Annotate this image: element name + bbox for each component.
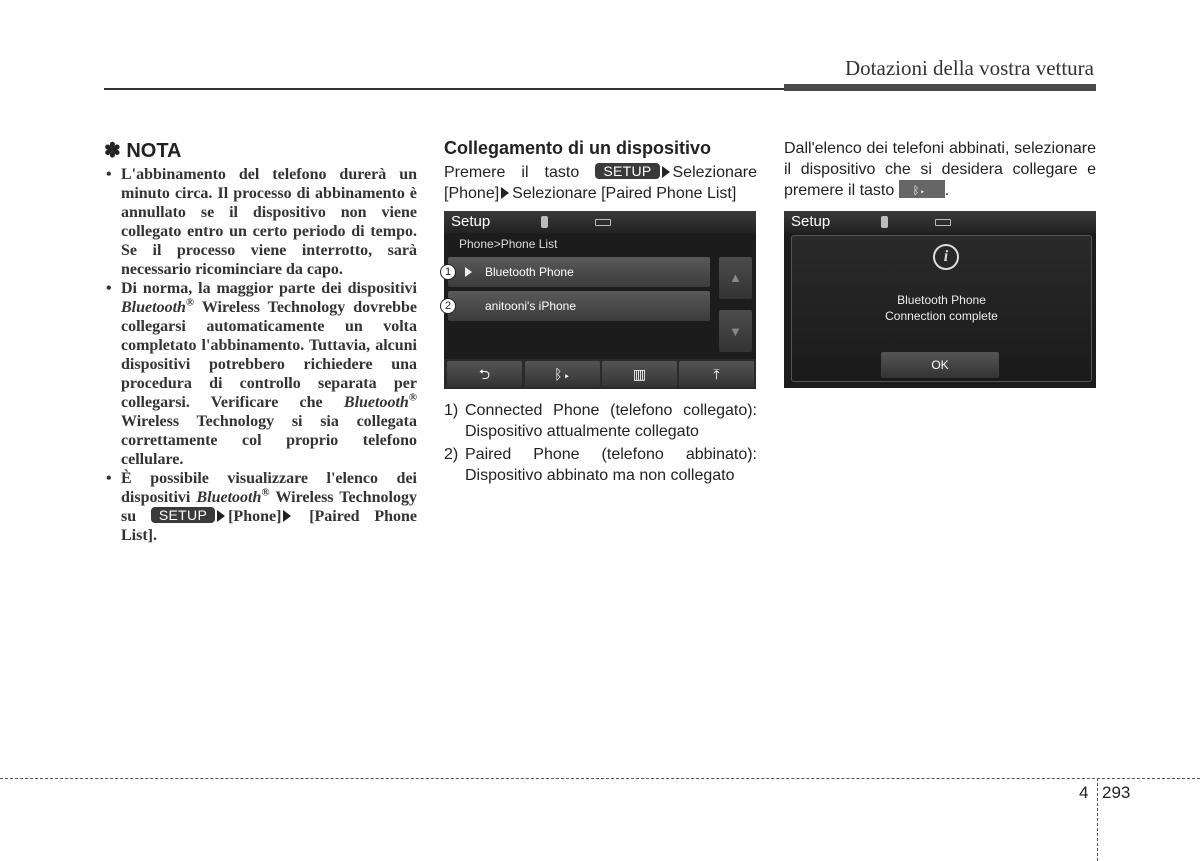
- chevron-down-icon: ▼: [729, 324, 742, 339]
- legend-text: Paired Phone (telefono abbinato): Dispositivo abbinato ma non collegato: [465, 446, 757, 484]
- play-arrow-icon: [465, 267, 472, 277]
- page-number: 293: [1102, 783, 1131, 802]
- info-icon: i: [933, 244, 959, 270]
- dialog-message-line: Bluetooth Phone: [897, 293, 986, 307]
- instruction-text: Premere il tasto: [444, 164, 580, 181]
- phone-list-screen: [444, 211, 756, 389]
- screen-title: Setup: [451, 213, 491, 230]
- bluetooth-connect-key: [899, 180, 945, 198]
- setup-key-label: SETUP: [595, 163, 659, 179]
- nota-item-text: Di norma, la maggior parte dei dispositivi: [121, 280, 417, 297]
- dialog-message-line: Connection complete: [885, 309, 998, 323]
- callout-1: 1: [440, 264, 456, 280]
- legend-number: 2): [444, 446, 459, 463]
- legend-text: Connected Phone (telefono collegato): Dispositivo attualmente collegato: [465, 402, 757, 440]
- footer-divider: [1097, 778, 1098, 861]
- move-top-button[interactable]: [679, 361, 754, 387]
- legend-item: [444, 400, 757, 442]
- bluetooth-icon: [881, 216, 888, 228]
- legend-number: 1): [444, 402, 459, 419]
- arrow-right-icon: [501, 187, 509, 199]
- bluetooth-play-button[interactable]: [525, 361, 600, 387]
- connection-column: [444, 138, 757, 204]
- screen-title-bar: [444, 211, 756, 233]
- nota-item-text: [Paired Phone List].: [121, 508, 418, 544]
- phone-name: Bluetooth Phone: [485, 265, 574, 279]
- bluetooth-icon: ᛒ▸: [912, 185, 926, 197]
- screen-title: Setup: [791, 213, 831, 230]
- registered-mark: ®: [408, 391, 418, 404]
- header-rule-accent: [784, 84, 1096, 91]
- nota-item-text: È possibile visualizzare l'elenco dei dispositivi: [121, 470, 417, 506]
- nota-item-text: Wireless Technology su: [121, 489, 418, 525]
- nota-item-text: Wireless Technology dovrebbe collegarsi automaticamente un volta completato l'abbinamento. Tuttavia, alcuni dispositivi potrebbero richiedere una procedura di controllo separata per collegarsi. Verificare che: [121, 299, 417, 411]
- phone-name: anitooni's iPhone: [485, 299, 577, 313]
- bluetooth-icon: [541, 216, 548, 228]
- arrow-right-icon: [662, 166, 670, 178]
- callout-2: 2: [440, 298, 456, 314]
- bluetooth-play-icon: ᛒ▸: [554, 366, 571, 382]
- usb-icon: [935, 219, 951, 226]
- instruction-text: Selezionare [Phone]: [444, 164, 757, 202]
- select-column: [784, 138, 1096, 201]
- arrow-right-icon: [217, 510, 225, 522]
- instruction-text: Dall'elenco dei telefoni abbinati, selezionare il dispositivo che si desidera collegare e premere il tasto: [784, 140, 1096, 199]
- nota-list: [104, 165, 417, 545]
- nota-item: [104, 469, 417, 545]
- scroll-up-button[interactable]: [719, 257, 752, 299]
- back-icon: ⮌: [478, 366, 491, 382]
- connection-complete-screen: [784, 211, 1096, 388]
- setup-key-label: SETUP: [151, 507, 215, 523]
- section-heading: Collegamento di un dispositivo: [444, 138, 712, 158]
- nota-item: [104, 165, 417, 279]
- registered-mark: ®: [185, 296, 195, 309]
- nota-item-text: [Phone]: [228, 508, 282, 525]
- bluetooth-term: Bluetooth: [121, 299, 186, 316]
- bluetooth-term: Bluetooth: [343, 394, 409, 411]
- phone-list-row[interactable]: [448, 257, 710, 287]
- nota-column: [104, 138, 417, 545]
- nota-title: ✽ NOTA: [104, 140, 182, 162]
- select-instructions: [784, 138, 1096, 201]
- footer-rule: [0, 778, 1200, 779]
- chevron-up-icon: ▲: [729, 270, 742, 285]
- connection-dialog: [791, 235, 1092, 382]
- bluetooth-term: Bluetooth: [196, 489, 262, 506]
- top-icon: ⤒: [713, 366, 720, 382]
- instruction-text: Selezionare [Paired Phone List]: [512, 185, 737, 202]
- scroll-down-button[interactable]: [719, 310, 752, 352]
- registered-mark: ®: [261, 486, 270, 499]
- nota-item-text: Wireless Technology si sia collegata correttamente col proprio telefono cellulare.: [121, 413, 417, 468]
- legend-item: [444, 444, 757, 486]
- breadcrumb: Phone>Phone List: [459, 237, 558, 251]
- nota-item-text: L'abbinamento del telefono durerà un minuto circa. Il processo di abbinamento è annullato se il dispositivo non viene collegato entro un certo periodo di tempo. Se il processo viene interrotto, sarà necessario ricominciare da capo.: [121, 166, 417, 278]
- ok-button[interactable]: OK: [881, 352, 999, 378]
- delete-button[interactable]: [602, 361, 677, 387]
- phone-list-row[interactable]: [448, 291, 710, 321]
- nota-item: [104, 279, 417, 469]
- back-button[interactable]: [447, 361, 522, 387]
- usb-icon: [595, 219, 611, 226]
- section-number: 4: [1079, 783, 1089, 802]
- screen-title-bar: [784, 211, 1096, 233]
- screen-bottom-bar: [444, 359, 756, 389]
- arrow-right-icon: [283, 510, 291, 522]
- section-instructions: [444, 162, 757, 204]
- delete-icon: ▥: [632, 366, 647, 382]
- instruction-text: .: [944, 182, 950, 199]
- page-header-title: Dotazioni della vostra vettura: [845, 56, 1094, 80]
- phone-legend-list: [444, 400, 757, 488]
